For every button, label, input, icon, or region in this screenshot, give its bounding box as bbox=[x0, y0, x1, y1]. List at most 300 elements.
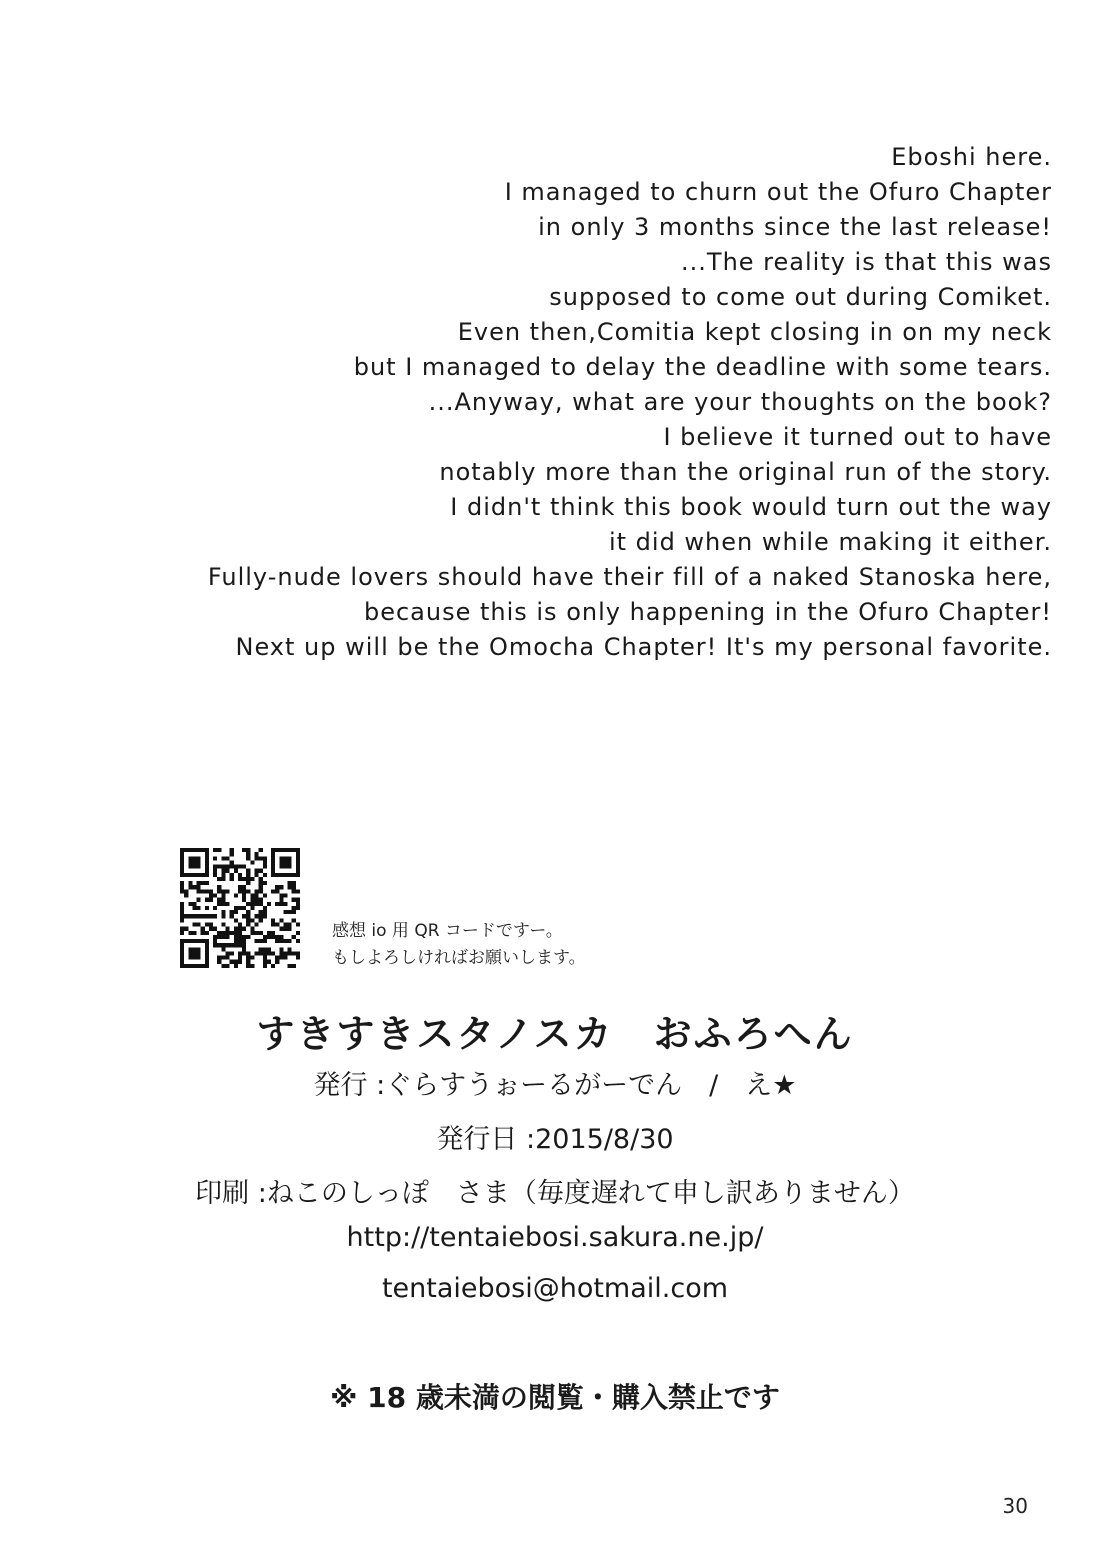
qr-module bbox=[234, 964, 238, 968]
qr-module bbox=[184, 894, 188, 898]
qr-module bbox=[217, 943, 221, 947]
qr-module bbox=[267, 931, 271, 935]
qr-module bbox=[279, 947, 283, 951]
qr-module bbox=[221, 869, 225, 873]
qr-module bbox=[184, 927, 188, 931]
qr-module bbox=[213, 935, 217, 939]
qr-module bbox=[275, 956, 279, 960]
qr-module bbox=[259, 898, 263, 902]
qr-module bbox=[197, 881, 201, 885]
qr-module bbox=[221, 931, 225, 935]
qr-module bbox=[201, 914, 205, 918]
qr-module bbox=[279, 927, 283, 931]
qr-module bbox=[221, 935, 225, 939]
qr-module bbox=[296, 922, 300, 926]
qr-module bbox=[263, 935, 267, 939]
qr-module bbox=[226, 935, 230, 939]
qr-module bbox=[292, 906, 296, 910]
qr-module bbox=[234, 918, 238, 922]
qr-module bbox=[213, 906, 217, 910]
qr-module bbox=[292, 935, 296, 939]
qr-module bbox=[230, 877, 234, 881]
qr-module bbox=[259, 951, 263, 955]
qr-module bbox=[226, 951, 230, 955]
qr-module bbox=[234, 910, 238, 914]
qr-module bbox=[213, 927, 217, 931]
qr-module bbox=[263, 960, 267, 964]
qr-module bbox=[254, 856, 258, 860]
qr-module bbox=[259, 910, 263, 914]
qr-module bbox=[275, 960, 279, 964]
qr-module bbox=[288, 939, 292, 943]
publish-date: 発行日 :2015/8/30 bbox=[436, 1124, 674, 1155]
qr-module bbox=[238, 939, 242, 943]
qr-module bbox=[250, 860, 254, 864]
qr-module bbox=[201, 881, 205, 885]
qr-module bbox=[292, 951, 296, 955]
qr-module bbox=[238, 960, 242, 964]
qr-module bbox=[209, 894, 213, 898]
qr-module bbox=[246, 869, 250, 873]
afterword-line: supposed to come out during Comiket. bbox=[549, 283, 1052, 311]
qr-module bbox=[226, 964, 230, 968]
qr-module bbox=[296, 889, 300, 893]
qr-module bbox=[184, 889, 188, 893]
qr-module bbox=[288, 964, 292, 968]
qr-module bbox=[259, 931, 263, 935]
qr-caption-line: 感想 io 用 QR コードですー。 bbox=[332, 921, 563, 941]
qr-module bbox=[246, 922, 250, 926]
qr-module bbox=[250, 927, 254, 931]
qr-module bbox=[292, 918, 296, 922]
qr-module bbox=[230, 860, 234, 864]
qr-module bbox=[246, 951, 250, 955]
qr-module bbox=[271, 922, 275, 926]
qr-module bbox=[250, 894, 254, 898]
qr-module bbox=[279, 898, 283, 902]
qr-caption bbox=[332, 918, 586, 972]
website-link[interactable]: http://tentaiebosi.sakura.ne.jp/ bbox=[346, 1222, 764, 1253]
qr-module bbox=[263, 856, 267, 860]
qr-module bbox=[242, 935, 246, 939]
qr-module bbox=[209, 889, 213, 893]
qr-module bbox=[242, 848, 246, 852]
qr-module bbox=[213, 914, 217, 918]
qr-module bbox=[250, 956, 254, 960]
qr-module bbox=[292, 889, 296, 893]
qr-module bbox=[271, 931, 275, 935]
qr-module bbox=[180, 910, 184, 914]
qr-module bbox=[180, 885, 184, 889]
qr-module bbox=[275, 889, 279, 893]
qr-module bbox=[238, 922, 242, 926]
qr-module bbox=[238, 943, 242, 947]
qr-module bbox=[267, 951, 271, 955]
qr-module bbox=[250, 902, 254, 906]
qr-module bbox=[234, 927, 238, 931]
qr-module bbox=[226, 902, 230, 906]
qr-module bbox=[271, 889, 275, 893]
qr-module bbox=[213, 856, 217, 860]
afterword-line: Fully-nude lovers should have their fill of a naked Stanoska here, bbox=[207, 563, 1052, 591]
qr-module bbox=[288, 947, 292, 951]
afterword-line: ...The reality is that this was bbox=[681, 248, 1052, 276]
qr-module bbox=[254, 852, 258, 856]
qr-module bbox=[205, 906, 209, 910]
qr-module bbox=[221, 910, 225, 914]
qr-caption-line: もしよろしければお願いします。 bbox=[332, 948, 586, 968]
qr-module bbox=[234, 943, 238, 947]
qr-module bbox=[242, 914, 246, 918]
qr-module bbox=[213, 869, 217, 873]
qr-module bbox=[230, 960, 234, 964]
qr-module bbox=[230, 852, 234, 856]
qr-module bbox=[259, 848, 263, 852]
qr-module bbox=[246, 889, 250, 893]
qr-module bbox=[226, 931, 230, 935]
qr-module bbox=[221, 889, 225, 893]
qr-module bbox=[271, 918, 275, 922]
page-number: 30 bbox=[1002, 1494, 1028, 1518]
qr-module bbox=[217, 877, 221, 881]
qr-module bbox=[296, 939, 300, 943]
qr-module bbox=[292, 910, 296, 914]
qr-module bbox=[221, 943, 225, 947]
qr-module bbox=[242, 889, 246, 893]
qr-module bbox=[246, 964, 250, 968]
qr-module bbox=[259, 914, 263, 918]
qr-module bbox=[217, 889, 221, 893]
qr-module bbox=[279, 894, 283, 898]
qr-module bbox=[197, 914, 201, 918]
qr-module bbox=[242, 951, 246, 955]
qr-module bbox=[275, 922, 279, 926]
qr-module bbox=[296, 898, 300, 902]
qr-module bbox=[221, 902, 225, 906]
qr-module bbox=[209, 927, 213, 931]
qr-module bbox=[246, 881, 250, 885]
qr-module bbox=[226, 869, 230, 873]
qr-module bbox=[242, 877, 246, 881]
qr-module bbox=[254, 889, 258, 893]
qr-module bbox=[217, 865, 221, 869]
qr-module bbox=[254, 894, 258, 898]
qr-module bbox=[250, 918, 254, 922]
qr-module bbox=[254, 873, 258, 877]
qr-module bbox=[259, 877, 263, 881]
qr-module bbox=[192, 922, 196, 926]
qr-module bbox=[254, 939, 258, 943]
qr-module bbox=[242, 885, 246, 889]
qr-module bbox=[221, 922, 225, 926]
qr-module bbox=[226, 956, 230, 960]
qr-code-graphic bbox=[180, 848, 300, 968]
qr-module bbox=[221, 877, 225, 881]
qr-module bbox=[242, 927, 246, 931]
qr-module bbox=[238, 931, 242, 935]
qr-module bbox=[283, 922, 287, 926]
qr-module bbox=[180, 881, 184, 885]
qr-code-icon[interactable] bbox=[180, 848, 300, 968]
qr-module bbox=[238, 865, 242, 869]
qr-module bbox=[234, 935, 238, 939]
qr-module bbox=[209, 914, 213, 918]
afterword-line: but I managed to delay the deadline with some tears. bbox=[353, 353, 1052, 381]
qr-module bbox=[238, 877, 242, 881]
qr-module bbox=[180, 902, 184, 906]
qr-module bbox=[292, 885, 296, 889]
qr-module bbox=[279, 902, 283, 906]
qr-module bbox=[226, 927, 230, 931]
qr-module bbox=[234, 931, 238, 935]
qr-module bbox=[188, 885, 192, 889]
qr-module bbox=[230, 951, 234, 955]
qr-module bbox=[217, 848, 221, 852]
qr-module bbox=[250, 898, 254, 902]
qr-module bbox=[213, 848, 217, 852]
qr-module bbox=[263, 865, 267, 869]
qr-module bbox=[217, 885, 221, 889]
qr-module bbox=[209, 922, 213, 926]
qr-module bbox=[234, 906, 238, 910]
qr-module bbox=[192, 931, 196, 935]
afterword-line: Eboshi here. bbox=[891, 143, 1052, 171]
qr-module bbox=[263, 881, 267, 885]
qr-module bbox=[296, 906, 300, 910]
qr-module bbox=[254, 922, 258, 926]
qr-module bbox=[259, 947, 263, 951]
qr-module bbox=[197, 922, 201, 926]
qr-module bbox=[263, 947, 267, 951]
qr-module bbox=[188, 881, 192, 885]
qr-module bbox=[201, 889, 205, 893]
qr-module bbox=[283, 927, 287, 931]
qr-module bbox=[221, 964, 225, 968]
afterword-line: because this is only happening in the Ofuro Chapter! bbox=[363, 598, 1052, 626]
afterword-line: it did when while making it either. bbox=[608, 528, 1052, 556]
qr-module bbox=[254, 951, 258, 955]
qr-module bbox=[238, 906, 242, 910]
qr-module bbox=[226, 889, 230, 893]
qr-module bbox=[263, 906, 267, 910]
qr-module bbox=[184, 914, 188, 918]
qr-module bbox=[217, 902, 221, 906]
qr-module bbox=[292, 898, 296, 902]
qr-module bbox=[259, 881, 263, 885]
qr-module bbox=[263, 951, 267, 955]
qr-module bbox=[263, 964, 267, 968]
qr-module bbox=[246, 852, 250, 856]
qr-module bbox=[238, 889, 242, 893]
qr-module bbox=[234, 869, 238, 873]
qr-module bbox=[246, 956, 250, 960]
qr-module bbox=[275, 885, 279, 889]
qr-module bbox=[296, 951, 300, 955]
qr-module bbox=[221, 956, 225, 960]
qr-module bbox=[213, 939, 217, 943]
book-title: すきすきスタノスカ おふろへん bbox=[256, 1012, 854, 1056]
qr-module bbox=[242, 939, 246, 943]
qr-module bbox=[217, 931, 221, 935]
qr-module bbox=[180, 914, 184, 918]
qr-module bbox=[242, 898, 246, 902]
qr-module bbox=[246, 935, 250, 939]
qr-module bbox=[238, 885, 242, 889]
qr-module bbox=[283, 956, 287, 960]
qr-module bbox=[283, 951, 287, 955]
qr-module bbox=[246, 902, 250, 906]
qr-module bbox=[279, 935, 283, 939]
qr-module bbox=[283, 939, 287, 943]
qr-module bbox=[263, 873, 267, 877]
qr-module bbox=[263, 894, 267, 898]
qr-module bbox=[238, 935, 242, 939]
qr-module bbox=[254, 869, 258, 873]
qr-module bbox=[238, 873, 242, 877]
qr-module bbox=[242, 906, 246, 910]
publisher-line: 発行 :ぐらすうぉーるがーでん / え★ bbox=[313, 1070, 797, 1101]
qr-module bbox=[180, 918, 184, 922]
qr-module bbox=[221, 914, 225, 918]
qr-module bbox=[263, 910, 267, 914]
qr-module bbox=[263, 939, 267, 943]
qr-module bbox=[221, 865, 225, 869]
qr-module bbox=[288, 922, 292, 926]
qr-module bbox=[234, 865, 238, 869]
qr-module bbox=[205, 889, 209, 893]
afterword-line: I managed to churn out the Ofuro Chapter bbox=[504, 178, 1052, 206]
qr-module bbox=[246, 873, 250, 877]
afterword-text bbox=[208, 140, 1052, 665]
qr-module bbox=[288, 881, 292, 885]
qr-module bbox=[275, 935, 279, 939]
qr-module bbox=[271, 935, 275, 939]
qr-module bbox=[275, 902, 279, 906]
qr-module bbox=[254, 914, 258, 918]
qr-module bbox=[238, 951, 242, 955]
qr-module bbox=[213, 894, 217, 898]
qr-module bbox=[180, 927, 184, 931]
afterword-line: I didn't think this book would turn out the way bbox=[450, 493, 1052, 521]
qr-module bbox=[296, 931, 300, 935]
qr-module bbox=[267, 947, 271, 951]
qr-module bbox=[279, 939, 283, 943]
qr-module bbox=[188, 931, 192, 935]
qr-module bbox=[226, 865, 230, 869]
qr-module bbox=[288, 910, 292, 914]
qr-module bbox=[296, 902, 300, 906]
qr-module bbox=[242, 865, 246, 869]
qr-module bbox=[209, 898, 213, 902]
qr-module bbox=[230, 914, 234, 918]
qr-module bbox=[254, 902, 258, 906]
qr-module bbox=[246, 848, 250, 852]
qr-module bbox=[259, 856, 263, 860]
qr-module bbox=[201, 927, 205, 931]
qr-module bbox=[205, 914, 209, 918]
qr-module bbox=[205, 922, 209, 926]
qr-module bbox=[259, 939, 263, 943]
qr-module bbox=[226, 943, 230, 947]
qr-module bbox=[283, 902, 287, 906]
qr-module bbox=[296, 956, 300, 960]
qr-module bbox=[259, 885, 263, 889]
qr-module bbox=[180, 906, 184, 910]
qr-module bbox=[234, 939, 238, 943]
qr-module bbox=[279, 951, 283, 955]
qr-module bbox=[234, 894, 238, 898]
qr-module bbox=[213, 943, 217, 947]
qr-module bbox=[205, 931, 209, 935]
qr-module bbox=[283, 910, 287, 914]
qr-module bbox=[180, 931, 184, 935]
qr-module bbox=[226, 856, 230, 860]
qr-module bbox=[221, 894, 225, 898]
qr-module bbox=[279, 885, 283, 889]
qr-module bbox=[197, 898, 201, 902]
qr-module bbox=[283, 894, 287, 898]
qr-module bbox=[197, 885, 201, 889]
afterword-line: ...Anyway, what are your thoughts on the book? bbox=[428, 388, 1052, 416]
qr-module bbox=[246, 910, 250, 914]
afterword-line: in only 3 months since the last release! bbox=[538, 213, 1052, 241]
qr-module bbox=[201, 931, 205, 935]
qr-module bbox=[254, 931, 258, 935]
qr-module bbox=[246, 960, 250, 964]
qr-module bbox=[221, 898, 225, 902]
qr-module bbox=[288, 927, 292, 931]
qr-module bbox=[230, 848, 234, 852]
qr-module bbox=[213, 873, 217, 877]
qr-module bbox=[250, 906, 254, 910]
qr-module bbox=[213, 865, 217, 869]
qr-module bbox=[197, 906, 201, 910]
qr-module bbox=[192, 914, 196, 918]
email-link[interactable]: tentaiebosi@hotmail.com bbox=[381, 1273, 729, 1304]
qr-module bbox=[263, 914, 267, 918]
qr-module bbox=[267, 960, 271, 964]
qr-module bbox=[259, 889, 263, 893]
qr-module bbox=[250, 931, 254, 935]
qr-module bbox=[267, 902, 271, 906]
qr-module bbox=[242, 894, 246, 898]
qr-module bbox=[292, 881, 296, 885]
qr-module bbox=[267, 935, 271, 939]
qr-module bbox=[288, 951, 292, 955]
age-warning: ※ 18 歳未満の閲覧・購入禁止です bbox=[330, 1381, 780, 1414]
qr-module bbox=[259, 918, 263, 922]
qr-module bbox=[192, 902, 196, 906]
qr-module bbox=[217, 935, 221, 939]
afterword-line: Next up will be the Omocha Chapter! It's my personal favorite. bbox=[235, 633, 1052, 661]
qr-module bbox=[238, 956, 242, 960]
qr-module bbox=[271, 964, 275, 968]
qr-module bbox=[242, 943, 246, 947]
qr-module bbox=[192, 885, 196, 889]
printer-line: 印刷 :ねこのしっぽ さま（毎度遅れて申し訳ありません） bbox=[195, 1178, 915, 1209]
qr-module bbox=[217, 956, 221, 960]
qr-module bbox=[271, 951, 275, 955]
qr-module bbox=[234, 960, 238, 964]
qr-module bbox=[242, 947, 246, 951]
qr-module bbox=[221, 856, 225, 860]
qr-module bbox=[217, 960, 221, 964]
qr-module bbox=[221, 873, 225, 877]
qr-module bbox=[238, 927, 242, 931]
qr-module bbox=[275, 939, 279, 943]
afterword-line: Even then,Comitia kept closing in on my neck bbox=[457, 318, 1052, 346]
qr-module bbox=[192, 906, 196, 910]
